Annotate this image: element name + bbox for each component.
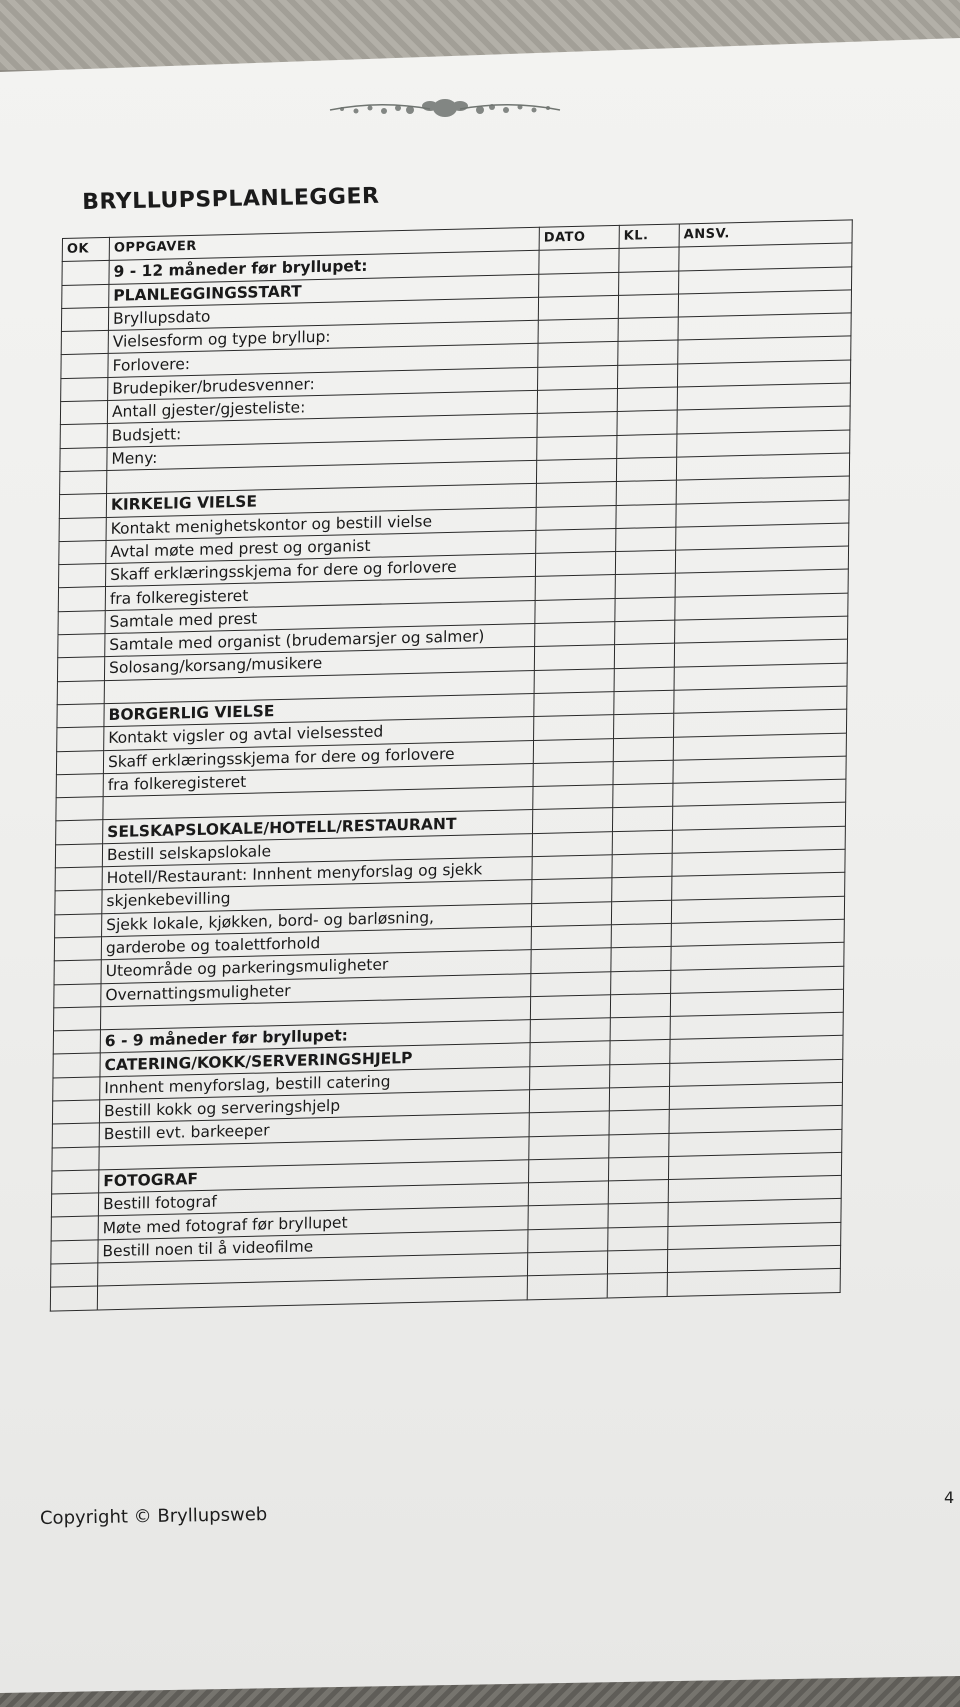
task-cell: Samtale med organist (brudemarsjer og salmer) (105, 624, 535, 657)
time-cell[interactable] (617, 434, 677, 459)
date-cell[interactable] (534, 692, 614, 717)
date-cell[interactable] (534, 715, 614, 740)
time-cell[interactable] (610, 1016, 670, 1041)
time-cell[interactable] (616, 457, 676, 482)
task-cell: Bestill fotograf (98, 1183, 528, 1216)
floral-ornament-icon (320, 88, 570, 128)
time-cell[interactable] (615, 597, 675, 622)
ok-cell[interactable] (59, 540, 106, 564)
time-cell[interactable] (612, 807, 672, 832)
time-cell[interactable] (612, 877, 672, 902)
time-cell[interactable] (607, 1273, 667, 1298)
planner-table (50, 219, 853, 1311)
ok-cell[interactable] (62, 284, 109, 308)
header-responsible: ANSV. (679, 220, 852, 247)
time-cell[interactable] (613, 737, 673, 762)
date-cell[interactable] (533, 785, 613, 810)
date-cell[interactable] (537, 412, 617, 437)
date-cell[interactable] (532, 831, 612, 856)
task-cell: Bestill noen til å videofilme (98, 1230, 528, 1263)
task-cell: 9 - 12 måneder før bryllupet: (109, 251, 539, 284)
time-cell[interactable] (609, 1086, 669, 1111)
date-cell[interactable] (530, 1018, 610, 1043)
date-cell[interactable] (534, 645, 614, 670)
task-cell: BORGERLIG VIELSE (104, 693, 534, 726)
time-cell[interactable] (608, 1203, 668, 1228)
date-cell[interactable] (531, 948, 611, 973)
task-cell: Møte med fotograf før bryllupet (98, 1206, 528, 1239)
time-cell[interactable] (614, 644, 674, 669)
date-cell[interactable] (528, 1181, 608, 1206)
task-cell: Kontakt vigsler og avtal vielsessted (104, 717, 534, 750)
task-cell: Skaff erklæringsskjema for dere og forlovere (106, 554, 536, 587)
date-cell[interactable] (538, 342, 618, 367)
ok-cell[interactable] (56, 820, 103, 844)
task-cell: Uteområde og parkeringsmuligheter (101, 950, 531, 983)
time-cell[interactable] (611, 970, 671, 995)
time-cell[interactable] (608, 1156, 668, 1181)
task-cell: Brudepiker/brudesvenner: (108, 367, 538, 400)
ok-cell[interactable] (54, 983, 101, 1007)
task-cell: Antall gjester/gjesteliste: (107, 390, 537, 423)
date-cell[interactable] (535, 622, 615, 647)
task-cell: KIRKELIG VIELSE (106, 484, 536, 517)
ok-cell[interactable] (58, 587, 105, 611)
ok-cell[interactable] (57, 704, 104, 728)
date-cell[interactable] (536, 482, 616, 507)
ok-cell[interactable] (60, 447, 107, 471)
task-cell: SELSKAPSLOKALE/HOTELL/RESTAURANT (103, 810, 533, 843)
time-cell[interactable] (617, 364, 677, 389)
time-cell[interactable] (617, 387, 677, 412)
time-cell[interactable] (609, 1110, 669, 1135)
ok-cell[interactable] (54, 960, 101, 984)
time-cell[interactable] (608, 1180, 668, 1205)
ok-cell[interactable] (52, 1123, 99, 1147)
date-cell[interactable] (536, 458, 616, 483)
ok-cell[interactable] (60, 424, 107, 448)
ok-cell[interactable] (52, 1100, 99, 1124)
task-cell: Skaff erklæringsskjema for dere og forlovere (103, 740, 533, 773)
time-cell[interactable] (613, 760, 673, 785)
task-cell: Innhent menyforslag, bestill catering (100, 1066, 530, 1099)
date-cell[interactable] (528, 1228, 608, 1253)
task-cell: PLANLEGGINGSSTART (109, 274, 539, 307)
page-number: 4 (944, 1488, 955, 1507)
time-cell[interactable] (611, 947, 671, 972)
ok-cell[interactable] (61, 354, 108, 378)
task-cell: fra folkeregisteret (105, 577, 535, 610)
date-cell[interactable] (532, 855, 612, 880)
time-cell[interactable] (618, 294, 678, 319)
time-cell[interactable] (610, 1040, 670, 1065)
date-cell[interactable] (529, 1088, 609, 1113)
ok-cell[interactable] (52, 1170, 99, 1194)
task-cell: Meny: (107, 437, 537, 470)
ok-cell[interactable] (55, 890, 102, 914)
time-cell[interactable] (607, 1250, 667, 1275)
task-cell: Forlovere: (108, 344, 538, 377)
ok-cell[interactable] (59, 517, 106, 541)
time-cell[interactable] (615, 574, 675, 599)
time-cell[interactable] (616, 480, 676, 505)
task-cell: 6 - 9 måneder før bryllupet: (100, 1020, 530, 1053)
time-cell[interactable] (618, 317, 678, 342)
header-time: KL. (619, 224, 679, 249)
ok-cell[interactable] (60, 470, 107, 494)
ok-cell[interactable] (60, 401, 107, 425)
date-cell[interactable] (538, 319, 618, 344)
time-cell[interactable] (619, 271, 679, 296)
ok-cell[interactable] (56, 774, 103, 798)
ok-cell[interactable] (57, 680, 104, 704)
time-cell[interactable] (609, 1133, 669, 1158)
date-cell[interactable] (536, 505, 616, 530)
task-cell: Budsjett: (107, 414, 537, 447)
time-cell[interactable] (610, 1063, 670, 1088)
date-cell[interactable] (536, 528, 616, 553)
time-cell[interactable] (614, 713, 674, 738)
time-cell[interactable] (615, 550, 675, 575)
ok-cell[interactable] (54, 937, 101, 961)
time-cell[interactable] (614, 667, 674, 692)
date-cell[interactable] (539, 272, 619, 297)
date-cell[interactable] (531, 901, 611, 926)
date-cell[interactable] (535, 598, 615, 623)
date-cell[interactable] (529, 1158, 609, 1183)
task-cell: Samtale med prest (105, 600, 535, 633)
date-cell[interactable] (528, 1204, 608, 1229)
ok-cell[interactable] (61, 307, 108, 331)
date-cell[interactable] (530, 1041, 610, 1066)
time-cell[interactable] (608, 1226, 668, 1251)
time-cell[interactable] (619, 247, 679, 272)
ok-cell[interactable] (50, 1286, 97, 1310)
date-cell[interactable] (533, 738, 613, 763)
task-cell: FOTOGRAF (99, 1160, 529, 1193)
ok-cell[interactable] (51, 1263, 98, 1287)
ok-cell[interactable] (61, 331, 108, 355)
task-cell: Bestill evt. barkeeper (99, 1113, 529, 1146)
ok-cell[interactable] (62, 261, 109, 285)
date-cell[interactable] (538, 365, 618, 390)
ok-cell[interactable] (54, 1007, 101, 1031)
date-cell[interactable] (530, 1065, 610, 1090)
time-cell[interactable] (612, 830, 672, 855)
copyright-footer: Copyright © Bryllupsweb (39, 1504, 268, 1529)
ok-cell[interactable] (56, 750, 103, 774)
time-cell[interactable] (612, 853, 672, 878)
date-cell[interactable] (532, 808, 612, 833)
task-cell: Bestill kokk og serveringshjelp (99, 1090, 529, 1123)
time-cell[interactable] (610, 993, 670, 1018)
header-ok: OK (62, 237, 109, 261)
task-cell: Bestill selskapslokale (102, 833, 532, 866)
time-cell[interactable] (614, 690, 674, 715)
date-cell[interactable] (532, 878, 612, 903)
planner-body (50, 243, 852, 1311)
document-title: BRYLLUPSPLANLEGGER (82, 183, 380, 215)
task-cell: Avtal møte med prest og organist (106, 530, 536, 563)
date-cell[interactable] (533, 761, 613, 786)
header-date: DATO (539, 225, 619, 250)
date-cell[interactable] (535, 552, 615, 577)
ok-cell[interactable] (55, 843, 102, 867)
task-cell: Bryllupsdato (108, 297, 538, 330)
time-cell[interactable] (617, 410, 677, 435)
ok-cell[interactable] (53, 1030, 100, 1054)
task-cell: Overnattingsmuligheter (101, 973, 531, 1006)
ok-cell[interactable] (58, 610, 105, 634)
ok-cell[interactable] (61, 377, 108, 401)
responsible-cell[interactable] (667, 1269, 840, 1296)
task-cell: CATERING/KOKK/SERVERINGSHJELP (100, 1043, 530, 1076)
time-cell[interactable] (616, 527, 676, 552)
task-cell: Solosang/korsang/musikere (104, 647, 534, 680)
date-cell[interactable] (529, 1134, 609, 1159)
date-cell[interactable] (529, 1111, 609, 1136)
ok-cell[interactable] (51, 1240, 98, 1264)
ok-cell[interactable] (52, 1146, 99, 1170)
time-cell[interactable] (613, 783, 673, 808)
ok-cell[interactable] (53, 1053, 100, 1077)
date-cell[interactable] (530, 995, 610, 1020)
ok-cell[interactable] (51, 1193, 98, 1217)
ok-cell[interactable] (55, 867, 102, 891)
date-cell[interactable] (534, 668, 614, 693)
date-cell[interactable] (527, 1251, 607, 1276)
task-cell: garderobe og toalettforhold (101, 927, 531, 960)
time-cell[interactable] (618, 341, 678, 366)
date-cell[interactable] (527, 1274, 607, 1299)
task-cell: skjenkebevilling (102, 880, 532, 913)
ok-cell[interactable] (51, 1216, 98, 1240)
date-cell[interactable] (537, 435, 617, 460)
ok-cell[interactable] (53, 1077, 100, 1101)
ok-cell[interactable] (59, 494, 106, 518)
ok-cell[interactable] (55, 913, 102, 937)
header-task: OPPGAVER (109, 227, 539, 260)
time-cell[interactable] (611, 923, 671, 948)
ok-cell[interactable] (57, 657, 104, 681)
date-cell[interactable] (539, 249, 619, 274)
ok-cell[interactable] (57, 727, 104, 751)
date-cell[interactable] (531, 971, 611, 996)
date-cell[interactable] (538, 295, 618, 320)
task-cell: Vielsesform og type bryllup: (108, 320, 538, 353)
planner-table-wrapper (50, 219, 852, 1311)
time-cell[interactable] (611, 900, 671, 925)
task-cell: fra folkeregisteret (103, 763, 533, 796)
ok-cell[interactable] (56, 797, 103, 821)
task-cell: Hotell/Restaurant: Innhent menyforslag og sjekk (102, 857, 532, 890)
task-cell: Sjekk lokale, kjøkken, bord- og barløsning, (102, 903, 532, 936)
task-cell: Kontakt menighetskontor og bestill vielse (106, 507, 536, 540)
date-cell[interactable] (535, 575, 615, 600)
date-cell[interactable] (537, 389, 617, 414)
ok-cell[interactable] (58, 634, 105, 658)
time-cell[interactable] (616, 504, 676, 529)
time-cell[interactable] (615, 620, 675, 645)
date-cell[interactable] (531, 925, 611, 950)
ok-cell[interactable] (59, 564, 106, 588)
